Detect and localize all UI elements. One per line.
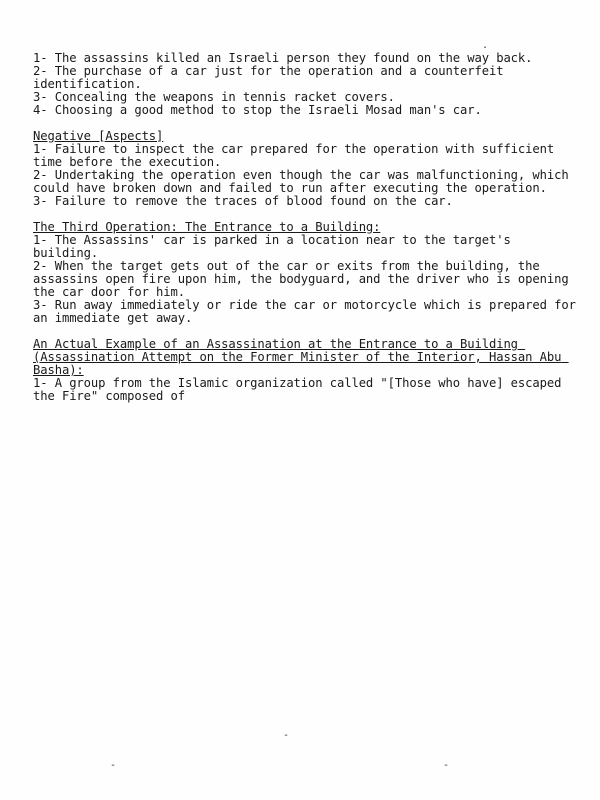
scan-speck: - — [443, 760, 450, 771]
document-body — [33, 52, 583, 403]
list-item: 2- When the target gets out of the car or exits from the building, the assassins open fire upon him, the bodyguard, and the driver who is opening the car door for him. — [33, 259, 576, 299]
list-item: 3- Run away immediately or ride the car or motorcycle which is prepared for an immediate get away. — [33, 298, 584, 325]
negative-section — [33, 130, 583, 208]
scan-speck: . — [482, 40, 489, 51]
scan-speck: - — [283, 730, 290, 741]
list-item: 4- Choosing a good method to stop the Israeli Mosad man's car. — [33, 103, 482, 117]
list-item: 3- Failure to remove the traces of blood found on the car. — [33, 194, 453, 208]
third-operation-heading: The Third Operation: The Entrance to a Building: — [33, 220, 381, 234]
example-heading: An Actual Example of an Assassination at the Entrance to a Building (Assassination Attempt on the Former Minister of the Interior, Hassan Abu Basha): — [33, 337, 569, 377]
third-operation-section — [33, 221, 583, 325]
positive-list — [33, 52, 583, 117]
list-item: 1- A group from the Islamic organization called "[Those who have] escaped the Fire" composed of — [33, 376, 569, 403]
example-section — [33, 338, 583, 403]
list-item: 1- Failure to inspect the car prepared for the operation with sufficient time before the execution. — [33, 142, 562, 169]
scan-speck: - — [110, 760, 117, 771]
list-item: 2- The purchase of a car just for the operation and a counterfeit identification. — [33, 64, 511, 91]
list-item: 2- Undertaking the operation even though the car was malfunctioning, which could have broken down and failed to run after executing the operation. — [33, 168, 576, 195]
list-item: 1- The assassins killed an Israeli person they found on the way back. — [33, 51, 533, 65]
list-item: 1- The Assassins' car is parked in a location near to the target's building. — [33, 233, 518, 260]
negative-heading: Negative [Aspects] — [33, 129, 164, 143]
list-item: 3- Concealing the weapons in tennis racket covers. — [33, 90, 395, 104]
